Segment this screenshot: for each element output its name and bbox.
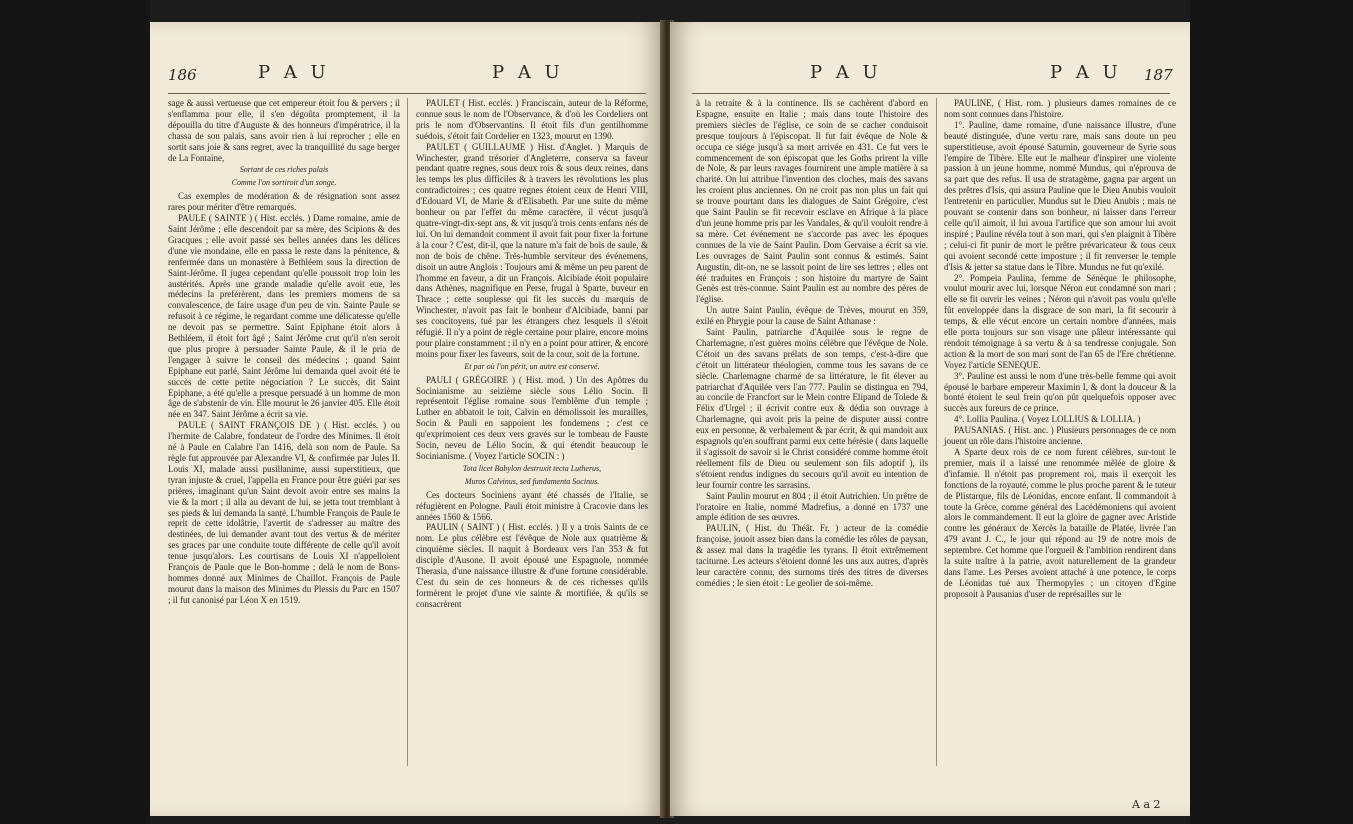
paragraph: PAULINE, ( Hist. rom. ) plusieurs dames romaines de ce nom sont connues dans l'histoire.: [944, 98, 1176, 119]
paragraph: PAUSANIAS. ( Hist. anc. ) Plusieurs personnages de ce nom jouent un rôle dans l'histoire ancienne.: [944, 425, 1176, 447]
verse-line: Sortant de ces riches palais: [239, 165, 329, 175]
right-column-separator: [936, 98, 937, 766]
paragraph: 2°. Pompeia Paulina, femme de Sénèque le philosophe, voulut mourir avec lui, lorsque Néron eut condamné son mari ; elle se fit ouvrir les veines ; Néron qui n'avoit pas voulu qu'elle fût enveloppée dans la disgrace de son mari, la fit secourir à temps, & elle vécut encore un certain nombre d'années, mais elle porta toujours sur son visage une pâleur intéressante qui rendoit témoignage à sa vertu & à sa tendresse conjugale. Son action & la mort de son mari sont de l'an 65 de l'Ere chrétienne. Voyez l'article SENEQUE.: [944, 272, 1176, 370]
left-page-number: 186: [168, 66, 197, 84]
paragraph: PAULI ( GRÉGOIRE ) ( Hist. mod. ) Un des Apôtres du Socinianisme au seizième siècle sous Lélio Socin. Il représentoit l'église romaine sous l'emblême d'un temple ; Luther en abbatoit le toit, Calvin en démolissoit les murailles, Socin & Pauli en sappoient les fondemens ; c'est ce qu'exprimoient ces deux vers gravés sur le tombeau de Fauste Socin, neveu de Lélio Socin, & qui étendit beaucoup le Socinianisme. ( Voyez l'article SOCIN : ): [416, 374, 648, 461]
paragraph: PAULET ( GUILLAUME ) Hist. d'Anglet. ) Marquis de Winchester, grand trésorier d'Angleterre, conserva sa faveur pendant quatre regnes, sous deux rois & sous deux reines, dans les temps les plus difficiles & à travers les révolutions les plus contradictoires ; ces quatre regnes étoient ceux de Henri VIII, d'Edouard VI, de Marie & d'Elisabeth. Par une suite du même bonheur ou par l'effet du même caractère, il vécut jusqu'à quatre-vingt-dix-sept ans, & vit jusqu'à trois cents enfans nés de lui. On lui demandoit comment il avoit fait pour fixer la fortune à la cour ? C'est, dit-il, que la nature m'a fait de bois de saule, & non de bois de chêne. Très-humble serviteur des événemens, disoit un autre Anglois : Toujours ami & même un peu parent de l'homme en faveur, a dit un François. Alcibiade étoit populaire dans Athènes, magnifique en Perse, frugal à Sparte, buveur en Thrace ; cette souplesse qui fit les succès du marquis de Winchester, n'avoit pas fait le bonheur d'Alcibiade, banni par ses concitoyens, tué par les étrangers chez lesquels il s'étoit réfugié. Il n'y a point de règle certaine pour plaire, encore moins pour plaire constamment ; il n'y en a point pour attirer, & encore moins pour fixer les faveurs, soit de la cour, soit de la fortune.: [416, 141, 648, 359]
right-header-col1: P A U: [810, 62, 882, 83]
paragraph: à la retraite & à la continence. Ils se cachèrent d'abord en Espagne, ensuite en Italie ; mais dans toute l'histoire des premiers siècles de l'église, ce soin de se cacher conduisoit presque toujours à l'épiscopat. Il fut fait évêque de Nole & occupa ce siége jusqu'à sa mort arrivée en 431. Ce fut vers le commencement de son épiscopat que les Goths prirent la ville de Nole, & par leurs ravages fournirent une ample matière à sa charité. On lui attribue l'invention des cloches, mais des savans les croient plus anciennes. On ne croit pas non plus un fait qui se trouve pourtant dans les dialogues de Saint Grégoire, c'est que Saint Paulin se fit recevoir esclave en Afrique à la place d'un jeune homme pris par les Vandales, & qu'il vouloit rendre à sa mère. Cet événement ne s'accorde pas avec les époques connues de la vie de Saint Paulin. Dom Gervaise a écrit sa vie. Les ouvrages de Saint Paulin sont connus & estimés. Saint Augustin, dit-on, ne se lassoit point de lire ses lettres ; elles ont été traduites en François ; son histoire du martyre de Saint Genès est très-connue. Saint Paulin est au nombre des pères de l'église.: [696, 98, 928, 305]
paragraph: PAULIN, ( Hist. du Théât. Fr. ) acteur de la comédie françoise, jouoit assez bien dans la comédie les rôles de paysan, & assez mal dans la tragédie les tyrans. Il étoit extrêmement taciturne. Les acteurs s'étoient donné les uns aux autres, d'après leur caractère connu, des surnoms tirés des titres de diverses comédies ; le sien étoit : Le geolier de soi-même.: [696, 523, 928, 588]
left-column-1: [168, 98, 400, 606]
verse-line: Tota licet Babylon destruxit tecta Lutherus,: [462, 463, 602, 473]
paragraph: 4°. Lollia Paulina. ( Voyez LOLLIUS & LOLLIA. ): [954, 414, 1141, 425]
left-column-2: [416, 98, 648, 610]
paragraph: Un autre Saint Paulin, évêque de Trèves, mourut en 359, exilé en Phrygie pour la cause de Saint Athanase :: [696, 305, 928, 327]
left-header-col1: P A U: [258, 62, 330, 83]
right-page-number: 187: [1144, 66, 1173, 84]
verse-line: Et par où l'on périt, un autre est conservé.: [464, 361, 600, 371]
verse-line: Comme l'on sortiroit d'un songe.: [231, 178, 337, 188]
right-column-2: [944, 98, 1176, 600]
paragraph: Saint Paulin, patriarche d'Aquilée sous le regne de Charlemagne, n'est guères moins célèbre que l'évêque de Nole. C'étoit un des savans prélats de son temps, c'est-à-dire que c'étoit un littérateur théologien, comme tous les savans de ce siècle. Charlemagne charmé de sa littérature, le fit élever au patriarchat d'Aquilée vers l'an 777. Paulin se distingua en 794, au concile de Francfort sur le Mein contre Elipand de Tolede & Félix d'Urgel ; il écrivit contre eux & dédia son ouvrage à Charlemagne, qui avoit pris la peine de disputer aussi contre eux en personne, & verbalement & par écrit, & qui mandoit aux espagnols qu'en souffrant parmi eux cette hérésie ( dans laquelle il s'agissoit de savoir si le Christ considéré comme homme étoit réellement fils de Dieu ou seulement son fils adoptif ), ils s'étoient rendus indignes du secours qu'il avoit eu intention de leur fournir contre les sarrasins.: [696, 327, 928, 490]
dark-background-right: [1190, 0, 1353, 824]
paragraph: A Sparte deux rois de ce nom furent célèbres, sur-tout le premier, mais il a laissé une renommée mêlée de gloire & d'infamie. Il n'étoit pas proprement roi, mais il exerçoit les fonctions de la royauté, comme le plus proche parent & le tuteur de Plistarque, fils de Léonidas, encore enfant. Il commandoit à toute la Grèce, comme général des Lacédémoniens qui avoient alors le commandement. Il eut la gloire de gagner avec Aristide contre les généraux de Xercès la bataille de Platée, livrée l'an 479 avant J. C., le jour qui répond au 19 de notre mois de septembre. Cet homme que l'orgueil & l'ambition rendirent dans la suite traître à la patrie, avoit naturellement de la grandeur dans l'ame. Les Perses avoient attaché à une potence, le corps de Léonidas tué aux Thermopyles ; un citoyen d'Egine proposoit à Pausanias d'user de représailles sur le: [944, 447, 1176, 599]
right-header-rule: [692, 93, 1170, 94]
left-page: [150, 22, 662, 816]
right-header-col2: P A U: [1050, 62, 1122, 83]
paragraph: Saint Paulin mourut en 804 ; il étoit Autrichien. Un prêtre de l'oratoire en Italie, nommé Madrefius, a donné en 1737 une ample édition de ses œuvres.: [696, 490, 928, 523]
paragraph: PAULET ( Hist. ecclés. ) Franciscain, auteur de la Réforme, connue sous le nom de l'Observance, & d'où les Cordeliers ont pris le nom d'Observantins. Il étoit fils d'un gentilhomme suédois, s'étoit fait Cordelier en 1323, mourut en 1390.: [416, 98, 648, 141]
paragraph: PAULIN ( SAINT ) ( Hist. ecclés. ) Il y a trois Saints de ce nom. Le plus célèbre est l'évêque de Nole aux quatrième & cinquième siècles. Il naquit à Bordeaux vers l'an 353 & fut disciple d'Ausone. Il avoit épousé une Espagnole, nommée Therasia, d'une naissance illustre & d'une fortune considérable. C'est du sein de ces honneurs & de ces richesses qu'ils formèrent le projet d'une vie sainte & mortifiée, & qu'ils se consacrèrent: [416, 522, 648, 609]
paragraph: Ces docteurs Sociniens ayant été chassés de l'Italie, se réfugièrent en Pologne. Pauli étoit ministre à Cracovie dans les années 1560 & 1566.: [416, 489, 648, 522]
paragraph: PAULE ( SAINT FRANÇOIS DE ) ( Hist. ecclés. ) ou l'hermite de Calabre, fondateur de l'ordre des Minimes. Il étoit né à Paule en Calabre l'an 1416, delà son nom de Paule. Sa règle fut approuvée par Alexandre VI, & confirmée par Jules II. Louis XI, malade aussi pusillanime, aussi superstitieux, que tyran injuste & cruel, l'appella en France pour être guéri par ses prières, imaginant qu'un Saint devoit avoir entre ses mains la vie & la mort ; il alla au devant de lui, se jetta tout tremblant à ses pieds & lui demanda la santé. L'humble François de Paule le reprit de cette idolâtrie, l'avertit de s'adresser au maître des destinées, de lui demander avant tout des vertus & de mériter ses graces par une conduite toute différente de celle qu'il avoit tenue jusqu'alors. Les courtisans de Louis XI n'appelloient François de Paule que le Bon-homme ; delà le nom de Bons-hommes donné aux Minimes de Chaillot. François de Paule mourut dans la maison des Minimes du Plessis du Parc en 1507 ; il fut canonisé par Léon X en 1519.: [168, 420, 400, 605]
left-header-col2: P A U: [492, 62, 564, 83]
paragraph: 3°. Pauline est aussi le nom d'une très-belle femme qui avoit épousé le barbare empereur Maximin I, & dont la douceur & la bonté étoient le seul frein qu'on pût quelquefois opposer avec succès aux fureurs de ce prince.: [944, 370, 1176, 414]
right-page: [670, 22, 1190, 816]
verse-line: Muros Calvinus, sed fundamenta Socinus.: [464, 476, 600, 486]
left-column-separator: [407, 98, 408, 766]
dark-background-left: [0, 0, 150, 824]
paragraph: 1°. Pauline, dame romaine, d'une naissance illustre, d'une beauté distinguée, d'une vertu rare, mais sans doute un peu superstitieuse, avoit épousé Saturnin, gouverneur de Syrie sous l'empire de Tibère. Elle eut le malheur d'inspirer une violente passion à un jeune homme, nommé Mundus, qui n'éprouva de sa part que des refus. Il usa de stratagème, gagna par argent un des prêtres d'Isis, qui assura Pauline que le Dieu Anubis vouloit l'entretenir en particulier. Mundus sut le Dieu Anubis ; mais ne pouvant se contenir dans son bonheur, ni laisser dans l'erreur celle qu'il aimoit, il lui avoua l'artifice que son amour lui avoit inspiré ; Pauline révéla tout à son mari, qui s'en plaignit à Tibère ; celui-ci fit punir de mort le prêtre prévaricateur & tous ceux qui avoient secondé cette imposture ; il fit renverser le temple d'Isis & jetter sa statue dans le Tibre. Mundus ne fut qu'exilé.: [944, 119, 1176, 272]
paragraph: Cas exemples de modération & de résignation sont assez rares pour mériter d'être remarqués.: [168, 191, 400, 213]
right-column-1: [696, 98, 928, 589]
left-header-rule: [168, 93, 646, 94]
paragraph: PAULE ( SAINTE ) ( Hist. ecclés. ) Dame romaine, amie de Saint Jérôme ; elle descendoit par sa mère, des Scipions & des Gracques ; elle avoit passé ses belles années dans les délices d'une vie mondaine, elle en passa le reste dans la pénitence, & renfermée dans un monastère à Bethléem sous la direction de Saint-Jérôme. Il jugea cependant qu'elle poussoit trop loin les austérités. Après une grande maladie qu'elle avoit eue, les médecins la preférèrent, dans les premiers momens de sa convalescence, de faire usage d'un peu de vin. Sainte Paule se refusoit à ce régime, le regardant comme une délicatesse qu'elle ne devoit pas se permettre. Saint Epiphane étoit alors à Bethléem, il étoit fort âgé ; Saint Jérôme crut qu'il n'en seroit que plus propre à persuader Sainte Paule, & il le pria de l'engager à suivre le conseil des médecins ; quand Saint Epiphane eut parlé, Saint Jérôme lui demanda quel avoit été le succès de cette petite négociation ? Le succès, dit Saint Epiphane, a été qu'elle a presque persuadé à un homme de mon âge de s'abstenir de vin. Elle mourut le 26 janvier 405. Elle étoit née en 347. Saint Jérôme a écrit sa vie.: [168, 213, 400, 420]
paragraph: sage & aussi vertueuse que cet empereur étoit fou & pervers ; il s'enflamma pour elle, il s'en dégoûta promptement, il la dépouilla du titre d'Auguste & des honneurs d'impératrice, il la chassa de son palais, sans avoir rien à lui reprocher ; elle en sortit sans joie & sans regret, avec la tranquillité du sage berger de La Fontaine,: [168, 98, 400, 163]
signature-mark: A a 2: [1132, 798, 1161, 811]
